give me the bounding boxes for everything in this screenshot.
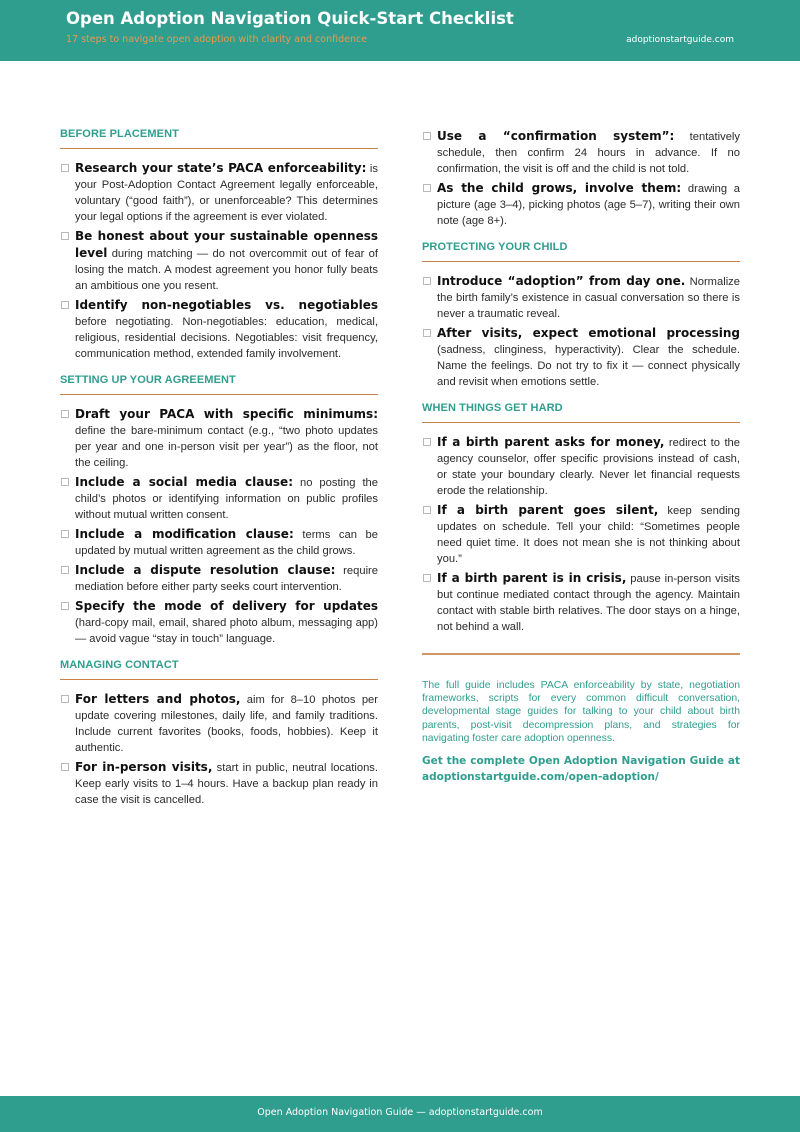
checklist-item — [60, 691, 378, 756]
item-text: (hard-copy mail, email, shared photo album, messaging app) — avoid vague “stay in touch” language. — [75, 617, 378, 645]
item-lead: If a birth parent asks for money, — [437, 435, 665, 449]
checkbox[interactable] — [61, 232, 69, 240]
checkbox[interactable] — [423, 277, 431, 285]
checkbox[interactable] — [61, 478, 69, 486]
item-lead: For letters and photos, — [75, 692, 241, 706]
item-lead: As the child grows, involve them: — [437, 181, 682, 195]
item-text: start in public, neutral locations. Keep early visits to 1–4 hours. Have a backup plan ready in case the visit is cancelled. — [75, 762, 378, 806]
item-text: terms can be updated by mutual written agreement as the child grows. — [75, 529, 379, 557]
item-text: require mediation before either party seeks court intervention. — [75, 565, 378, 593]
checklist-item — [60, 406, 378, 471]
cta-link[interactable]: Get the complete Open Adoption Navigation Guide at adoptionstartguide.com/open-adoption/ — [422, 755, 740, 784]
item-text: tentatively schedule, then confirm 24 hours in advance. If no confirmation, the visit is off and the child is not told. — [437, 131, 741, 175]
item-lead: Draft your PACA with specific minimums: — [75, 407, 378, 421]
section-setting-up-agreement — [60, 374, 378, 647]
item-lead: After visits, expect emotional processing — [437, 326, 740, 340]
item-text: before negotiating. Non-negotiables: education, medical, religious, residential decisions. Negotiables: visit frequency, communication method, extended family involvement. — [75, 316, 378, 360]
checklist-item — [60, 474, 378, 523]
checkbox[interactable] — [423, 438, 431, 446]
promo-text: The full guide includes PACA enforceability by state, negotiation frameworks, scripts for every common difficult conversation, developmental stage guides for talking to your child about birth parents, post-visit decompression plans, and strategies for navigating foster care adoption openness. — [422, 680, 740, 744]
checklist-item — [60, 562, 378, 595]
footer-text: Open Adoption Navigation Guide — adoptionstartguide.com — [257, 1107, 543, 1118]
checkbox[interactable] — [61, 301, 69, 309]
item-lead: For in-person visits, — [75, 760, 213, 774]
item-lead: Include a modification clause: — [75, 527, 294, 541]
checkbox[interactable] — [61, 695, 69, 703]
item-lead: Specify the mode of delivery for updates — [75, 599, 378, 613]
item-text: aim for 8–10 photos per update covering milestones, daily life, and family traditions. Include current favorites (books, foods, hobbies). Keep it authentic. — [75, 694, 378, 754]
item-lead: Be honest about your sustainable openness level — [75, 229, 378, 260]
section-heading: MANAGING CONTACT — [60, 659, 378, 680]
item-lead: If a birth parent is in crisis, — [437, 571, 627, 585]
section-protecting-child — [422, 241, 740, 390]
item-lead: Research your state’s PACA enforceability: — [75, 161, 367, 175]
section-heading: BEFORE PLACEMENT — [60, 128, 378, 149]
checkbox[interactable] — [423, 506, 431, 514]
item-lead: If a birth parent goes silent, — [437, 503, 659, 517]
checklist-item — [422, 434, 740, 499]
item-text: redirect to the agency counselor, offer specific provisions instead of cash, or state your boundary clearly. Never let financial requests erode the relationship. — [437, 437, 740, 497]
section-before-placement — [60, 128, 378, 362]
item-text: (sadness, clinginess, hyperactivity). Clear the schedule. Name the feelings. Do not try to fix it — connect physically and revisit when emotions settle. — [437, 344, 740, 388]
item-text: pause in-person visits but continue mediated contact through the agency. Maintain contact with stable birth relatives. The door stays on a hinge, not behind a wall. — [437, 573, 740, 633]
checkbox[interactable] — [423, 574, 431, 582]
checkbox[interactable] — [423, 132, 431, 140]
item-text: is your Post-Adoption Contact Agreement legally enforceable, voluntary (“good faith”), or unenforceable? This determines your legal options if the agreement is ever violated. — [75, 163, 379, 223]
section-heading: WHEN THINGS GET HARD — [422, 402, 740, 423]
checklist-item — [422, 570, 740, 635]
header-site-link[interactable]: adoptionstartguide.com — [626, 35, 734, 45]
left-column — [60, 128, 378, 820]
item-text: no posting the child’s photos or identifying information on public profiles without mutual written consent. — [75, 477, 379, 521]
checklist-item — [60, 598, 378, 647]
checkbox[interactable] — [61, 763, 69, 771]
checkbox[interactable] — [423, 184, 431, 192]
section-heading: SETTING UP YOUR AGREEMENT — [60, 374, 378, 395]
right-column — [422, 128, 740, 785]
footer-bar — [0, 1096, 800, 1132]
checkbox[interactable] — [61, 410, 69, 418]
item-lead: Introduce “adoption” from day one. — [437, 274, 686, 288]
checklist-item — [60, 297, 378, 362]
item-text: Normalize the birth family’s existence in casual conversation so there is never a traumatic reveal. — [437, 276, 740, 320]
item-text: define the bare-minimum contact (e.g., “two photo updates per year and one in-person visit per year”) as the floor, not the ceiling. — [75, 425, 378, 469]
checklist-item — [422, 325, 740, 390]
item-lead: Use a “confirmation system”: — [437, 129, 675, 143]
checklist-item — [422, 273, 740, 322]
checklist-item — [60, 228, 378, 294]
section-when-things-get-hard — [422, 402, 740, 635]
checklist-item — [60, 759, 378, 808]
section-divider — [422, 653, 740, 655]
checklist-item — [422, 128, 740, 177]
item-text: drawing a picture (age 3–4), picking photos (age 5–7), writing their own note (age 8+). — [437, 183, 741, 227]
page-subtitle: 17 steps to navigate open adoption with clarity and confidence — [66, 34, 368, 45]
section-managing-contact — [60, 659, 378, 808]
header-bar — [0, 0, 800, 61]
item-lead: Include a social media clause: — [75, 475, 293, 489]
checkbox[interactable] — [61, 602, 69, 610]
item-lead: Include a dispute resolution clause: — [75, 563, 336, 577]
section-heading: PROTECTING YOUR CHILD — [422, 241, 740, 262]
checklist-item — [422, 180, 740, 229]
checklist-item — [422, 502, 740, 567]
checkbox[interactable] — [61, 164, 69, 172]
item-lead: Identify non-negotiables vs. negotiables — [75, 298, 378, 312]
checkbox[interactable] — [61, 566, 69, 574]
item-text: keep sending updates on schedule. Tell your child: “Sometimes people need quiet time. It does not mean she is not thinking about you.” — [437, 505, 741, 565]
page-title: Open Adoption Navigation Quick-Start Checklist — [66, 9, 514, 28]
section-managing-contact-continued — [422, 128, 740, 229]
checklist-item — [60, 160, 378, 225]
item-text: during matching — do not overcommit out of fear of losing the match. A modest agreement you honor fully beats an ambitious one you resent. — [75, 248, 379, 292]
checkbox[interactable] — [423, 329, 431, 337]
checkbox[interactable] — [61, 530, 69, 538]
checklist-item — [60, 526, 378, 559]
